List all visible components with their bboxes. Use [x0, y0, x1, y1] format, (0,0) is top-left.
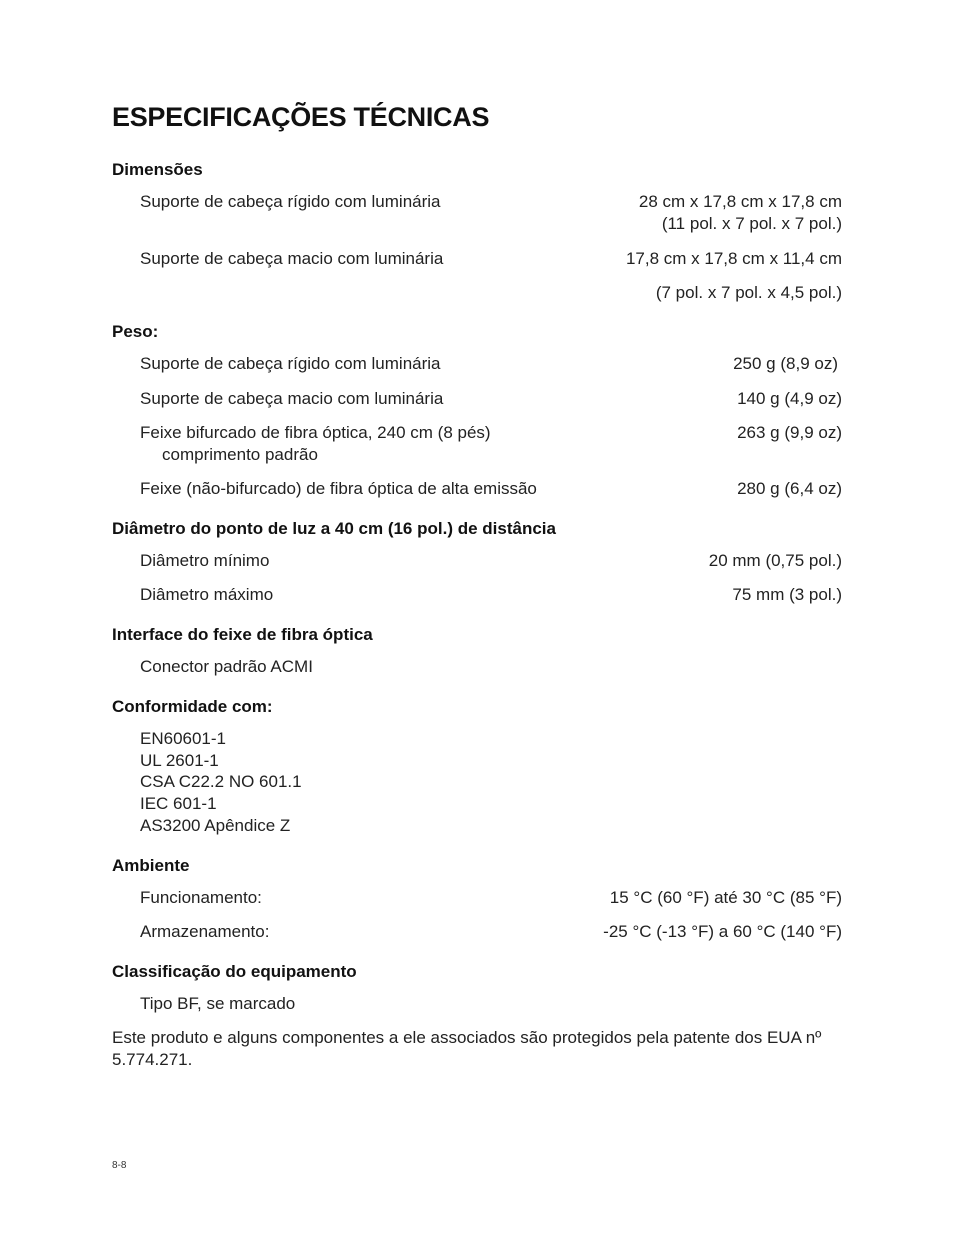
- peso-bifurcado-label-cont: comprimento padrão: [162, 445, 318, 464]
- page-title: ESPECIFICAÇÕES TÉCNICAS: [112, 102, 490, 132]
- peso-macio-value: 140 g (4,9 oz): [737, 389, 842, 408]
- ambiente-heading: Ambiente: [112, 856, 190, 875]
- patent-paragraph: Este produto e alguns componentes a ele associados são protegidos pela patente dos EUA nº 5.774.271.: [112, 1028, 822, 1069]
- conformidade-item: AS3200 Apêndice Z: [140, 816, 291, 835]
- ambiente-armazenamento-label: Armazenamento:: [140, 922, 270, 941]
- peso-macio-label: Suporte de cabeça macio com luminária: [140, 389, 444, 408]
- ambiente-funcionamento-value: 15 °C (60 °F) até 30 °C (85 °F): [609, 888, 842, 907]
- dimensoes-macio-value: 17,8 cm x 17,8 cm x 11,4 cm: [625, 249, 842, 268]
- peso-bifurcado-value: 263 g (9,9 oz): [737, 423, 842, 442]
- dimensoes-rigido-value: 28 cm x 17,8 cm x 17,8 cm: [638, 192, 842, 211]
- page-number: 8-8: [112, 1160, 127, 1171]
- dimensoes-macio-value-imperial: (7 pol. x 7 pol. x 4,5 pol.): [655, 283, 842, 302]
- peso-bifurcado-label: Feixe bifurcado de fibra óptica, 240 cm (8 pés): [140, 423, 491, 442]
- peso-rigido-value: 250 g (8,9 oz): [733, 354, 838, 373]
- conformidade-heading: Conformidade com:: [112, 697, 273, 716]
- interface-item: Conector padrão ACMI: [140, 657, 313, 676]
- interface-heading: Interface do feixe de fibra óptica: [112, 625, 373, 644]
- peso-nao-bifurcado-value: 280 g (6,4 oz): [737, 479, 842, 498]
- conformidade-item: CSA C22.2 NO 601.1: [140, 772, 302, 791]
- peso-nao-bifurcado-label: Feixe (não-bifurcado) de fibra óptica de alta emissão: [140, 479, 537, 498]
- diametro-max-label: Diâmetro máximo: [140, 585, 274, 604]
- dimensoes-macio-label: Suporte de cabeça macio com luminária: [140, 249, 444, 268]
- dimensoes-rigido-value-imperial: (11 pol. x 7 pol. x 7 pol.): [661, 214, 842, 233]
- document-page: [112, 0, 842, 1235]
- dimensoes-heading: Dimensões: [112, 160, 203, 179]
- ambiente-funcionamento-label: Funcionamento:: [140, 888, 262, 907]
- conformidade-item: UL 2601-1: [140, 751, 219, 770]
- classificacao-heading: Classificação do equipamento: [112, 962, 357, 981]
- dimensoes-rigido-label: Suporte de cabeça rígido com luminária: [140, 192, 441, 211]
- conformidade-item: IEC 601-1: [140, 794, 217, 813]
- diametro-max-value: 75 mm (3 pol.): [732, 585, 842, 604]
- conformidade-item: EN60601-1: [140, 729, 227, 748]
- peso-heading: Peso:: [112, 322, 159, 341]
- classificacao-item: Tipo BF, se marcado: [140, 994, 296, 1013]
- peso-rigido-label: Suporte de cabeça rígido com luminária: [140, 354, 441, 373]
- diametro-heading: Diâmetro do ponto de luz a 40 cm (16 pol.) de distância: [112, 519, 556, 538]
- diametro-min-label: Diâmetro mínimo: [140, 551, 270, 570]
- ambiente-armazenamento-value: -25 °C (-13 °F) a 60 °C (140 °F): [603, 922, 842, 941]
- diametro-min-value: 20 mm (0,75 pol.): [708, 551, 842, 570]
